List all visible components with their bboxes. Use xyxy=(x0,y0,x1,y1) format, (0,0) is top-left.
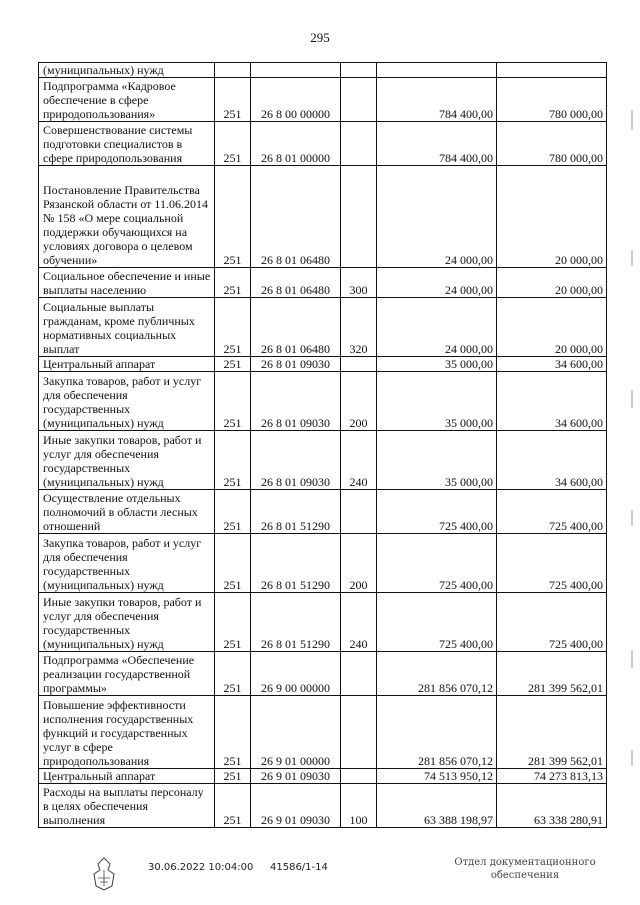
cell-name: (муниципальных) нужд xyxy=(39,63,215,78)
cell-admin-code: 251 xyxy=(215,122,251,166)
cell-name: Центральный аппарат xyxy=(39,357,215,372)
cell-expense-type: 240 xyxy=(341,593,377,652)
table-row xyxy=(39,784,607,828)
cell-target-article: 26 9 01 00000 xyxy=(251,696,341,769)
cell-expense-type xyxy=(341,122,377,166)
table-row xyxy=(39,78,607,122)
cell-amount-2: 780 000,00 xyxy=(497,122,607,166)
cell-amount-1: 281 856 070,12 xyxy=(377,696,497,769)
cell-admin-code: 251 xyxy=(215,652,251,696)
cell-amount-2 xyxy=(497,63,607,78)
cell-amount-1: 35 000,00 xyxy=(377,431,497,490)
cell-amount-2: 63 338 280,91 xyxy=(497,784,607,828)
cell-target-article: 26 9 01 09030 xyxy=(251,784,341,828)
table-row xyxy=(39,593,607,652)
cell-amount-1: 725 400,00 xyxy=(377,490,497,534)
cell-admin-code: 251 xyxy=(215,431,251,490)
cell-admin-code: 251 xyxy=(215,534,251,593)
cell-name: Расходы на выплаты персоналу в целях обеспечения выполнения xyxy=(39,784,215,828)
cell-target-article: 26 8 01 09030 xyxy=(251,431,341,490)
stamp-line-2: обеспечения xyxy=(490,870,560,881)
cell-amount-1: 784 400,00 xyxy=(377,122,497,166)
cell-amount-2: 34 600,00 xyxy=(497,372,607,431)
stamp-line-1: Отдел документационного xyxy=(454,857,596,868)
cell-admin-code: 251 xyxy=(215,166,251,268)
table-row xyxy=(39,534,607,593)
cell-target-article: 26 8 01 09030 xyxy=(251,357,341,372)
cell-expense-type xyxy=(341,63,377,78)
table-row xyxy=(39,298,607,357)
cell-amount-2: 281 399 562,01 xyxy=(497,652,607,696)
table-row xyxy=(39,372,607,431)
cell-target-article: 26 8 00 00000 xyxy=(251,78,341,122)
cell-admin-code: 251 xyxy=(215,490,251,534)
cell-expense-type: 200 xyxy=(341,534,377,593)
cell-amount-2: 20 000,00 xyxy=(497,268,607,298)
cell-target-article: 26 9 00 00000 xyxy=(251,652,341,696)
cell-name: Иные закупки товаров, работ и услуг для обеспечения государственных (муниципальных) нужд xyxy=(39,593,215,652)
cell-expense-type: 200 xyxy=(341,372,377,431)
cell-target-article: 26 8 01 06480 xyxy=(251,298,341,357)
cell-name: Иные закупки товаров, работ и услуг для обеспечения государственных (муниципальных) нужд xyxy=(39,431,215,490)
cell-admin-code: 251 xyxy=(215,769,251,784)
cell-amount-1: 74 513 950,12 xyxy=(377,769,497,784)
cell-target-article: 26 8 01 51290 xyxy=(251,534,341,593)
cell-amount-1: 35 000,00 xyxy=(377,357,497,372)
table-row xyxy=(39,490,607,534)
cell-amount-1: 35 000,00 xyxy=(377,372,497,431)
cell-expense-type xyxy=(341,166,377,268)
budget-table-body xyxy=(39,63,607,828)
table-row xyxy=(39,63,607,78)
cell-admin-code: 251 xyxy=(215,784,251,828)
cell-amount-2: 34 600,00 xyxy=(497,357,607,372)
document-footer xyxy=(0,856,640,896)
cell-admin-code: 251 xyxy=(215,372,251,431)
cell-target-article: 26 8 01 51290 xyxy=(251,593,341,652)
cell-amount-2: 20 000,00 xyxy=(497,298,607,357)
cell-amount-2: 34 600,00 xyxy=(497,431,607,490)
cell-amount-1: 24 000,00 xyxy=(377,298,497,357)
cell-expense-type xyxy=(341,696,377,769)
cell-name: Подпрограмма «Кадровое обеспечение в сфере природопользования» xyxy=(39,78,215,122)
cell-expense-type xyxy=(341,652,377,696)
cell-admin-code: 251 xyxy=(215,268,251,298)
cell-expense-type xyxy=(341,357,377,372)
cell-amount-2: 725 400,00 xyxy=(497,534,607,593)
cell-admin-code: 251 xyxy=(215,593,251,652)
cell-expense-type xyxy=(341,78,377,122)
cell-admin-code: 251 xyxy=(215,696,251,769)
footer-reg-number: 41586/1-14 xyxy=(270,862,328,873)
cell-amount-2: 725 400,00 xyxy=(497,490,607,534)
cell-target-article xyxy=(251,63,341,78)
cell-target-article: 26 8 01 06480 xyxy=(251,166,341,268)
page-number: 295 xyxy=(310,30,330,45)
cell-amount-2: 780 000,00 xyxy=(497,78,607,122)
cell-target-article: 26 9 01 09030 xyxy=(251,769,341,784)
cell-name: Совершенствование системы подготовки специалистов в сфере природопользования xyxy=(39,122,215,166)
cell-expense-type: 300 xyxy=(341,268,377,298)
cell-amount-2: 281 399 562,01 xyxy=(497,696,607,769)
cell-expense-type xyxy=(341,490,377,534)
cell-target-article: 26 8 01 00000 xyxy=(251,122,341,166)
footer-datetime: 30.06.2022 10:04:00 xyxy=(148,862,254,873)
cell-expense-type: 320 xyxy=(341,298,377,357)
table-row xyxy=(39,431,607,490)
cell-amount-1 xyxy=(377,63,497,78)
cell-name: Закупка товаров, работ и услуг для обеспечения государственных (муниципальных) нужд xyxy=(39,372,215,431)
cell-amount-1: 281 856 070,12 xyxy=(377,652,497,696)
cell-amount-2: 74 273 813,13 xyxy=(497,769,607,784)
cell-amount-1: 784 400,00 xyxy=(377,78,497,122)
table-row xyxy=(39,696,607,769)
table-row xyxy=(39,268,607,298)
cell-name: Постановление Правительства Рязанской области от 11.06.2014 № 158 «О мере социальной поддержки обучающихся на условиях договора о целевом обучении» xyxy=(39,166,215,268)
margin-marks xyxy=(628,90,636,790)
cell-expense-type: 240 xyxy=(341,431,377,490)
budget-table xyxy=(38,62,607,828)
table-row xyxy=(39,652,607,696)
table-row xyxy=(39,357,607,372)
coat-of-arms-icon xyxy=(88,856,120,892)
cell-name: Социальные выплаты гражданам, кроме публичных нормативных социальных выплат xyxy=(39,298,215,357)
table-row xyxy=(39,122,607,166)
cell-amount-2: 725 400,00 xyxy=(497,593,607,652)
cell-amount-1: 725 400,00 xyxy=(377,593,497,652)
table-row xyxy=(39,769,607,784)
cell-expense-type xyxy=(341,769,377,784)
cell-amount-1: 63 388 198,97 xyxy=(377,784,497,828)
cell-name: Центральный аппарат xyxy=(39,769,215,784)
cell-target-article: 26 8 01 51290 xyxy=(251,490,341,534)
cell-amount-2: 20 000,00 xyxy=(497,166,607,268)
cell-name: Подпрограмма «Обеспечение реализации государственной программы» xyxy=(39,652,215,696)
cell-target-article: 26 8 01 06480 xyxy=(251,268,341,298)
cell-admin-code: 251 xyxy=(215,78,251,122)
cell-admin-code: 251 xyxy=(215,298,251,357)
cell-name: Закупка товаров, работ и услуг для обеспечения государственных (муниципальных) нужд xyxy=(39,534,215,593)
table-row xyxy=(39,166,607,268)
cell-admin-code: 251 xyxy=(215,357,251,372)
cell-name: Осуществление отдельных полномочий в области лесных отношений xyxy=(39,490,215,534)
department-stamp xyxy=(440,856,610,882)
cell-name: Социальное обеспечение и иные выплаты населению xyxy=(39,268,215,298)
cell-target-article: 26 8 01 09030 xyxy=(251,372,341,431)
cell-name: Повышение эффективности исполнения государственных функций и государственных услуг в сфере природопользования xyxy=(39,696,215,769)
cell-expense-type: 100 xyxy=(341,784,377,828)
cell-amount-1: 24 000,00 xyxy=(377,268,497,298)
cell-amount-1: 725 400,00 xyxy=(377,534,497,593)
cell-amount-1: 24 000,00 xyxy=(377,166,497,268)
cell-admin-code xyxy=(215,63,251,78)
